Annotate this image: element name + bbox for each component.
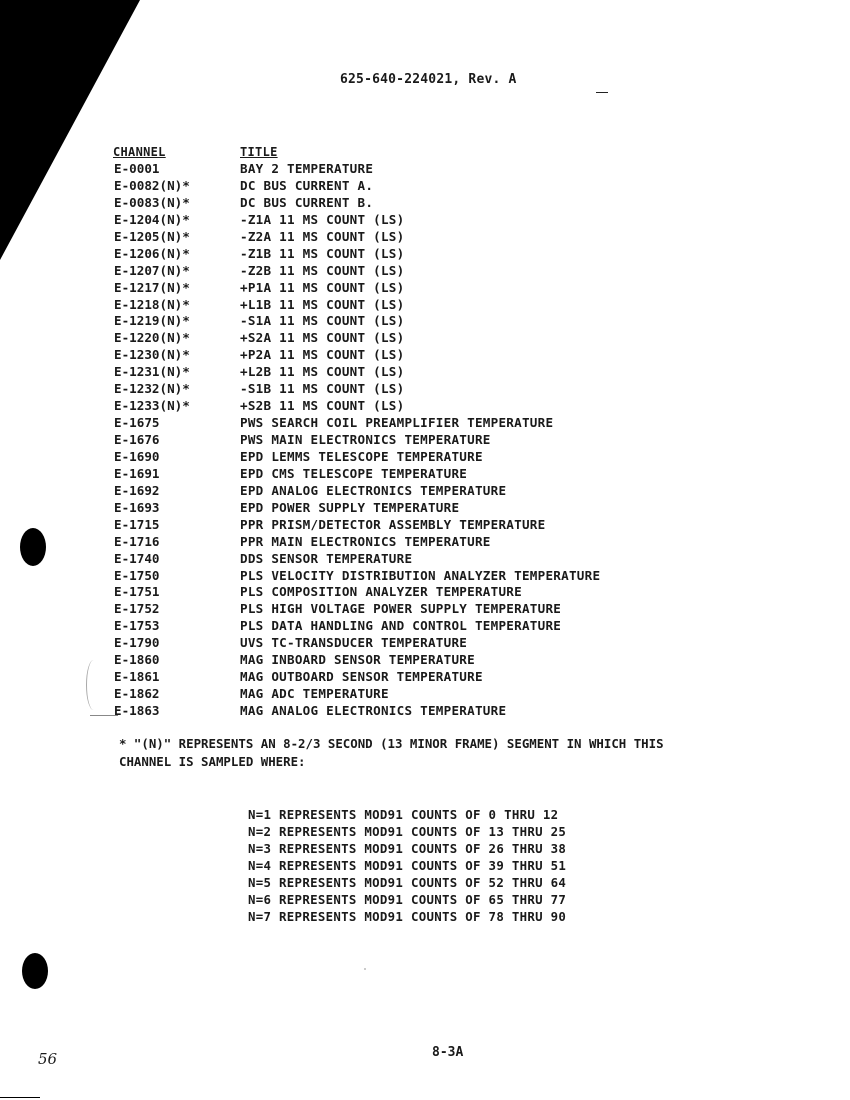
channel-title: PLS DATA HANDLING AND CONTROL TEMPERATURE [240,618,562,634]
n-definition: N=5 REPRESENTS MOD91 COUNTS OF 52 THRU 64 [248,875,567,890]
document-number: 625-640-224021, Rev. A [340,72,517,87]
channel-id: E-1750 [114,567,160,583]
n-definition: N=6 REPRESENTS MOD91 COUNTS OF 65 THRU 77 [248,892,567,907]
table-row [114,398,814,415]
channel-id: E-1231(N)* [114,364,190,380]
channel-title: -Z1B 11 MS COUNT (LS) [240,245,405,261]
n-definition: N=4 REPRESENTS MOD91 COUNTS OF 39 THRU 51 [248,858,567,873]
channel-title: PPR MAIN ELECTRONICS TEMPERATURE [240,533,491,549]
channel-title: +P2A 11 MS COUNT (LS) [240,347,405,363]
channel-title: MAG INBOARD SENSOR TEMPERATURE [240,652,475,668]
channel-title: -S1A 11 MS COUNT (LS) [240,313,405,329]
table-row [114,178,814,195]
channel-id: E-0001 [114,161,160,176]
channel-title: +L2B 11 MS COUNT (LS) [240,364,405,380]
channel-title: PLS VELOCITY DISTRIBUTION ANALYZER TEMPERATURE [240,567,601,583]
channel-id: E-1217(N)* [114,279,190,295]
channel-id: E-1715 [114,516,160,532]
channel-id: E-1692 [114,482,160,498]
table-row [114,364,814,381]
table-row [114,263,814,280]
table-row [114,229,814,246]
table-row [114,297,814,314]
channel-title: PPR PRISM/DETECTOR ASSEMBLY TEMPERATURE [240,516,546,532]
table-row [114,652,814,669]
channel-id: E-1690 [114,448,160,464]
channel-id: E-1751 [114,584,160,600]
table-row [114,584,814,601]
channel-title: DC BUS CURRENT B. [240,194,374,210]
channel-id: E-1204(N)* [114,211,190,227]
n-definition: N=3 REPRESENTS MOD91 COUNTS OF 26 THRU 38 [248,841,567,856]
table-row [114,483,814,500]
title-column-header: TITLE [240,145,278,159]
table-row [114,432,814,449]
table-row [114,534,814,551]
channel-id: E-1691 [114,465,160,481]
channel-title: +P1A 11 MS COUNT (LS) [240,279,405,295]
scan-edge-line [0,1097,40,1098]
handwritten-page-mark: 56 [38,1050,58,1068]
table-row [114,415,814,432]
table-row [114,330,814,347]
table-row [114,466,814,483]
channel-column-header: CHANNEL [113,145,166,159]
channel-title: -Z2B 11 MS COUNT (LS) [240,262,405,278]
channel-id: E-1233(N)* [114,398,190,414]
channel-id: E-1716 [114,533,160,549]
channel-title: -Z2A 11 MS COUNT (LS) [240,228,405,244]
table-row [114,313,814,330]
table-row [114,703,814,720]
table-row [114,195,814,212]
channel-title: EPD LEMMS TELESCOPE TEMPERATURE [240,448,483,464]
margin-pencil-line [90,715,118,716]
channel-id: E-1863 [114,703,160,718]
channel-title: PLS COMPOSITION ANALYZER TEMPERATURE [240,584,522,600]
footnote-line: CHANNEL IS SAMPLED WHERE: [119,754,306,769]
channel-id: E-1220(N)* [114,330,190,346]
table-row [114,280,814,297]
channel-id: E-1861 [114,669,160,685]
table-row [114,517,814,534]
channel-id: E-1740 [114,550,160,566]
channel-title: UVS TC-TRANSDUCER TEMPERATURE [240,635,468,651]
table-row [114,635,814,652]
channel-title: DDS SENSOR TEMPERATURE [240,550,413,566]
channel-title: -S1B 11 MS COUNT (LS) [240,381,405,397]
channel-title: +L1B 11 MS COUNT (LS) [240,296,405,312]
channel-title: PWS SEARCH COIL PREAMPLIFIER TEMPERATURE [240,415,554,431]
table-row [114,381,814,398]
channel-id: E-1752 [114,601,160,617]
channel-id: E-1675 [114,415,160,431]
channel-id: E-1862 [114,686,160,702]
channel-id: E-1753 [114,618,160,634]
speck [364,968,366,970]
table-row [114,500,814,517]
channel-title: EPD CMS TELESCOPE TEMPERATURE [240,465,468,481]
channel-id: E-1232(N)* [114,381,190,397]
channel-title: +S2B 11 MS COUNT (LS) [240,398,405,414]
channel-title: -Z1A 11 MS COUNT (LS) [240,211,405,227]
channel-title: EPD ANALOG ELECTRONICS TEMPERATURE [240,482,507,498]
table-row [114,347,814,364]
channel-title: MAG ADC TEMPERATURE [240,686,389,702]
punch-hole [22,953,48,989]
channel-title: +S2A 11 MS COUNT (LS) [240,330,405,346]
footnote-line: * "(N)" REPRESENTS AN 8-2/3 SECOND (13 MINOR FRAME) SEGMENT IN WHICH THIS [119,736,664,751]
table-row [114,449,814,466]
punch-hole [20,528,46,566]
channel-id: E-1790 [114,635,160,651]
channel-title: BAY 2 TEMPERATURE [240,161,374,176]
channel-id: E-1207(N)* [114,262,190,278]
channel-id: E-1230(N)* [114,347,190,363]
channel-title: DC BUS CURRENT A. [240,177,374,193]
channel-title: PLS HIGH VOLTAGE POWER SUPPLY TEMPERATURE [240,601,562,617]
n-definition: N=1 REPRESENTS MOD91 COUNTS OF 0 THRU 12 [248,807,559,822]
stray-mark [596,92,608,93]
channel-id: E-1219(N)* [114,313,190,329]
table-row [114,618,814,635]
channel-title: EPD POWER SUPPLY TEMPERATURE [240,499,460,515]
margin-pencil-mark [86,660,101,710]
table-row [114,568,814,585]
channel-id: E-1860 [114,652,160,668]
channel-id: E-1693 [114,499,160,515]
channel-id: E-1205(N)* [114,228,190,244]
channel-id: E-1218(N)* [114,296,190,312]
footnote [119,735,779,771]
n-definition: N=2 REPRESENTS MOD91 COUNTS OF 13 THRU 25 [248,824,567,839]
table-row [114,212,814,229]
channel-title: PWS MAIN ELECTRONICS TEMPERATURE [240,432,491,447]
page-number: 8-3A [432,1045,464,1060]
table-row [114,669,814,686]
channel-table [114,161,814,720]
table-row [114,161,814,178]
channel-title: MAG OUTBOARD SENSOR TEMPERATURE [240,669,483,685]
channel-title: MAG ANALOG ELECTRONICS TEMPERATURE [240,703,507,718]
n-definition-list [248,806,566,925]
channel-id: E-1206(N)* [114,245,190,261]
channel-id: E-0083(N)* [114,194,190,210]
channel-id: E-0082(N)* [114,177,190,193]
n-definition: N=7 REPRESENTS MOD91 COUNTS OF 78 THRU 90 [248,909,567,924]
channel-id: E-1676 [114,432,160,447]
table-row [114,686,814,703]
table-row [114,551,814,568]
table-row [114,601,814,618]
table-row [114,246,814,263]
